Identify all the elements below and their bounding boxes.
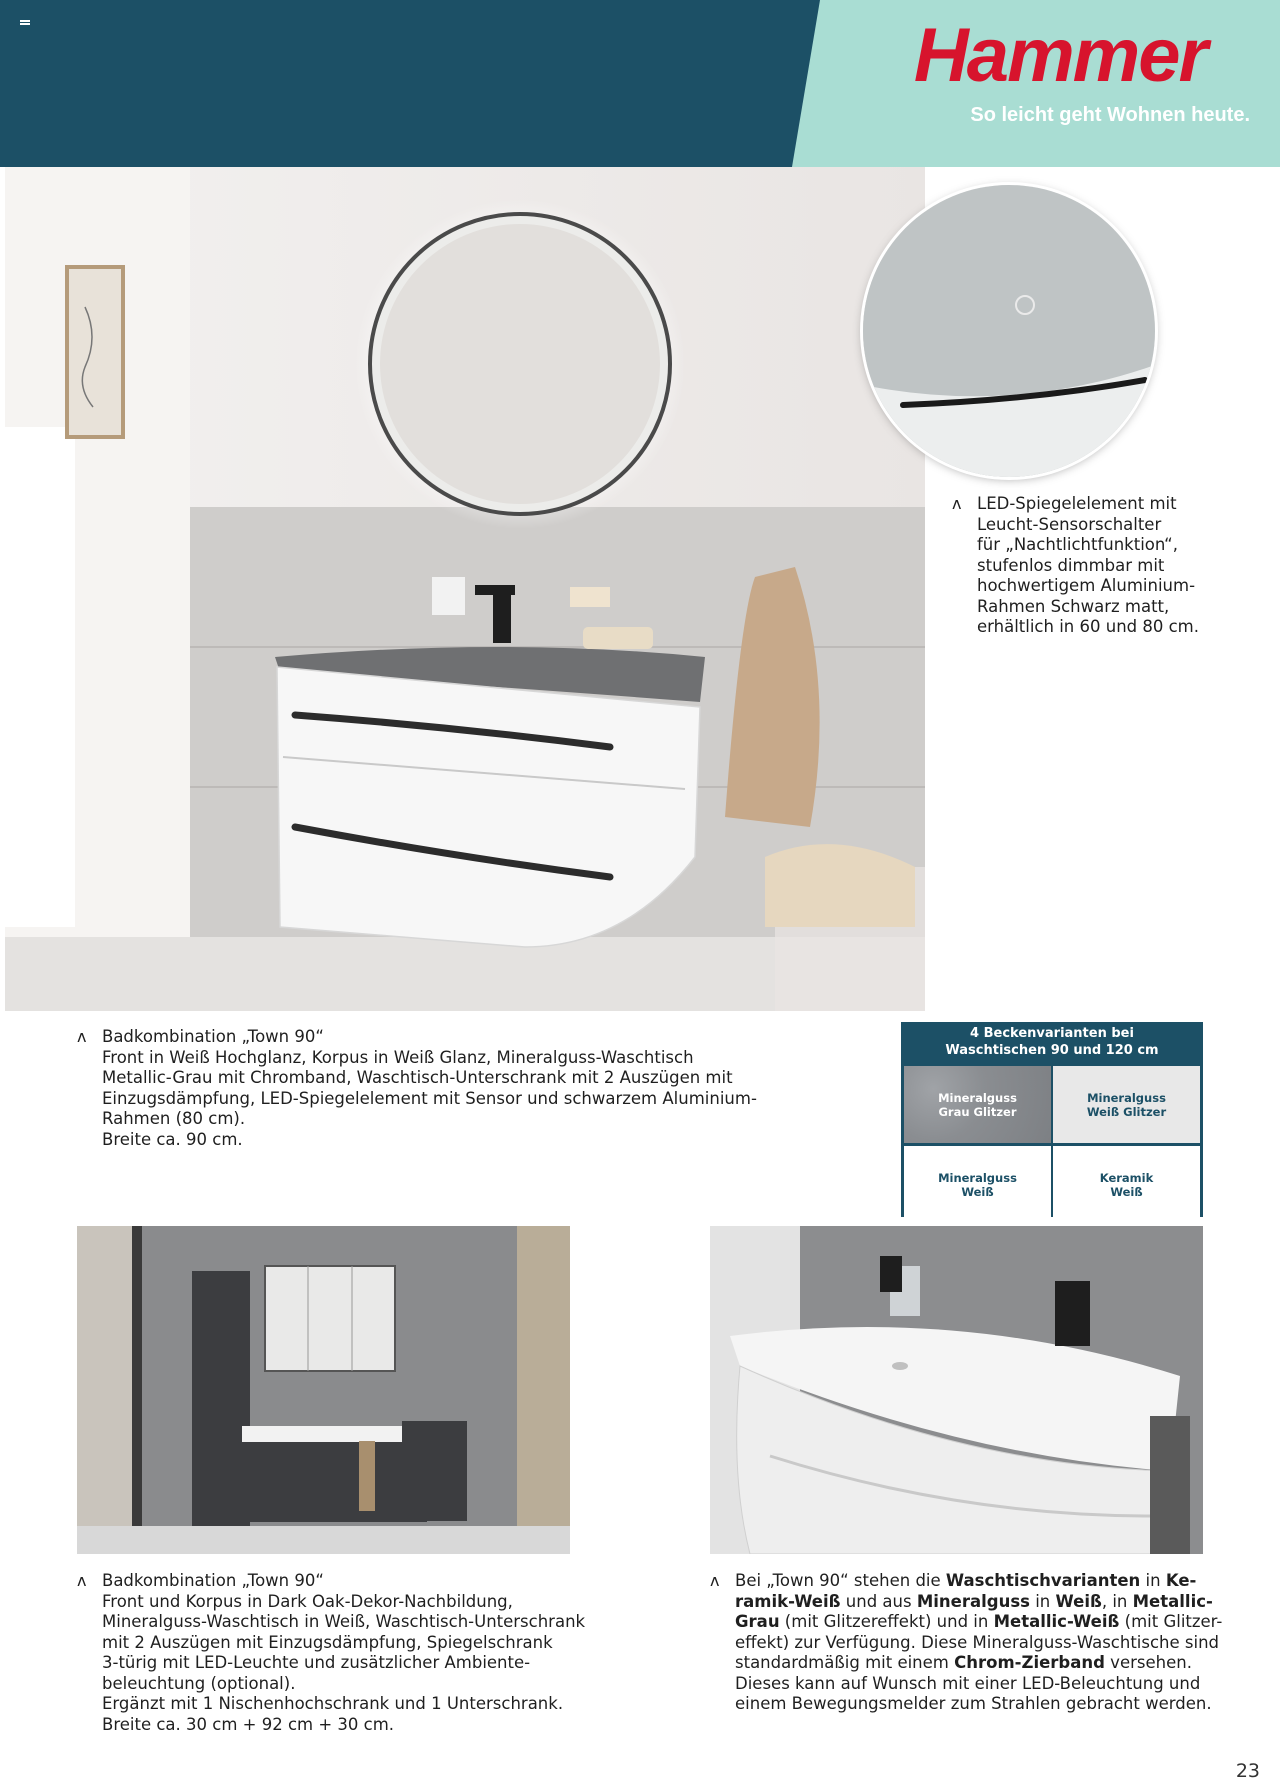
text-run-bold: Mineralguss: [916, 1591, 1030, 1611]
variant-label: Keramik: [1099, 1170, 1154, 1185]
text-run: standardmäßig mit einem: [735, 1653, 955, 1672]
variant-label: Weiß: [961, 1184, 994, 1199]
caption-line: Breite ca. 90 cm.: [102, 1129, 243, 1149]
caption-line: 3-türig mit LED-Leuchte und zusätzlicher Ambiente-: [102, 1653, 531, 1672]
text-run-bold: Ke-: [1165, 1571, 1197, 1590]
menu-icon[interactable]: [20, 20, 30, 28]
text-run: in: [1029, 1591, 1056, 1611]
text-run-bold: Grau: [735, 1612, 780, 1631]
caption-line: Breite ca. 30 cm + 92 cm + 30 cm.: [102, 1714, 395, 1734]
caption-line: Front und Korpus in Dark Oak-Dekor-Nachbildung,: [102, 1591, 513, 1611]
variant-cell-mineralguss-weiss-glitzer: [1053, 1066, 1200, 1143]
caption-line: [735, 1592, 1230, 1613]
text-run: (mit Glitzereffekt) und in: [779, 1612, 994, 1631]
caption-line: [735, 1653, 1230, 1674]
caption-marker-icon: ʌ: [77, 1027, 87, 1046]
text-run-bold: Metallic-Weiß: [993, 1612, 1120, 1631]
caption-line: Dieses kann auf Wunsch mit einer LED-Beleuchtung und: [735, 1673, 1201, 1693]
caption-line: Badkombination „Town 90“: [102, 1027, 324, 1046]
basin-variants-caption: [710, 1571, 1230, 1715]
caption-line: effekt) zur Verfügung. Diese Mineralguss-Waschtische sind: [735, 1632, 1220, 1652]
caption-line: LED-Spiegelelement mit: [977, 494, 1177, 513]
caption-line: für „Nachtlichtfunktion“,: [977, 535, 1178, 554]
caption-line: beleuchtung (optional).: [102, 1673, 296, 1693]
text-run: (mit Glitzer-: [1119, 1612, 1223, 1631]
caption-line: [735, 1612, 1230, 1633]
variants-table-title: [901, 1025, 1203, 1059]
brand-slogan: So leicht geht Wohnen heute.: [970, 104, 1250, 126]
variant-label: Weiß Glitzer: [1086, 1104, 1167, 1119]
brand-logo[interactable]: Hammer: [913, 13, 1207, 98]
led-mirror-caption: [952, 494, 1252, 638]
caption-line: Metallic-Grau mit Chromband, Waschtisch-Unterschrank mit 2 Auszügen mit: [102, 1068, 733, 1087]
town90-white-caption: [77, 1027, 797, 1150]
caption-line: mit 2 Auszügen mit Einzugsdämpfung, Spiegelschrank: [102, 1632, 553, 1652]
caption-line: Mineralguss-Waschtisch in Weiß, Waschtisch-Unterschrank: [102, 1612, 586, 1631]
text-run-bold: ramik-Weiß: [735, 1591, 841, 1611]
variants-title-line: 4 Beckenvarianten bei: [970, 1026, 1134, 1041]
text-run: versehen.: [1104, 1653, 1192, 1672]
variant-label: Weiß: [1110, 1184, 1143, 1199]
caption-line: hochwertigem Aluminium-: [977, 576, 1196, 595]
caption-line: Front in Weiß Hochglanz, Korpus in Weiß Glanz, Mineralguss-Waschtisch: [102, 1047, 694, 1067]
town90-oak-caption: [77, 1571, 697, 1735]
caption-marker-icon: ʌ: [710, 1571, 720, 1590]
caption-line: Rahmen (80 cm).: [102, 1109, 246, 1128]
basin-closeup-photo: [710, 1226, 1203, 1554]
text-run-bold: Waschtischvarianten: [945, 1571, 1141, 1590]
caption-marker-icon: ʌ: [77, 1571, 87, 1590]
variant-label: Mineralguss: [938, 1170, 1017, 1185]
caption-line: stufenlos dimmbar mit: [977, 555, 1165, 575]
variant-cell-mineralguss-grau-glitzer: [904, 1066, 1051, 1143]
page-number: 23: [1235, 1760, 1260, 1782]
caption-line: Rahmen Schwarz matt,: [977, 596, 1170, 616]
text-run: , in: [1101, 1591, 1133, 1611]
variant-label: Mineralguss: [1087, 1090, 1166, 1105]
variant-cell-keramik-weiss: [1053, 1146, 1200, 1223]
page-header: [0, 0, 1280, 167]
caption-line: Einzugsdämpfung, LED-Spiegelelement mit Sensor und schwarzem Aluminium-: [102, 1088, 757, 1108]
text-run: und aus: [840, 1591, 917, 1611]
variant-label: Grau Glitzer: [938, 1104, 1017, 1119]
caption-line: erhältlich in 60 und 80 cm.: [977, 617, 1200, 636]
basin-variants-table: [901, 1022, 1203, 1217]
text-run-bold: Metallic-: [1132, 1591, 1213, 1611]
mirror-detail-photo: [863, 185, 1155, 477]
caption-line: einem Bewegungsmelder zum Strahlen gebracht werden.: [735, 1694, 1212, 1713]
text-run: in: [1140, 1571, 1166, 1590]
caption-marker-icon: ʌ: [952, 494, 962, 513]
dark-oak-bathroom-photo: [77, 1226, 570, 1554]
caption-line: Ergänzt mit 1 Nischenhochschrank und 1 Unterschrank.: [102, 1694, 564, 1713]
text-run-bold: Weiß: [1055, 1591, 1102, 1611]
variant-label: Mineralguss: [938, 1090, 1017, 1105]
text-run-bold: Chrom-Zierband: [954, 1653, 1105, 1672]
variant-cell-mineralguss-weiss: [904, 1146, 1051, 1223]
caption-line: [735, 1571, 1230, 1592]
main-bathroom-photo: [5, 167, 925, 1011]
caption-line: Leucht-Sensorschalter: [977, 514, 1162, 534]
text-run: Bei „Town 90“ stehen die: [735, 1571, 946, 1590]
variants-title-line: Waschtischen 90 und 120 cm: [945, 1043, 1159, 1058]
caption-line: Badkombination „Town 90“: [102, 1571, 324, 1590]
